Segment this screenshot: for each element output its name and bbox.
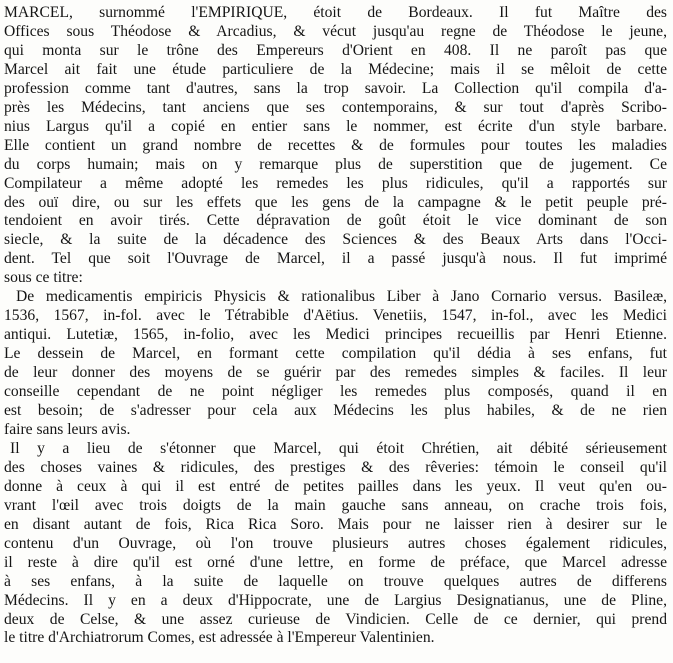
text-line: Le dessein de Marcel, en formant cette compilation qu'il dédia à ses enfans, fut <box>4 345 667 363</box>
text-line: sous ce titre: <box>4 269 83 287</box>
text-line: est besoin; de s'adresser pour cela aux Médecins les plus habiles, & de ne rien <box>4 402 667 420</box>
text-line: faire sans leurs avis. <box>4 420 131 438</box>
paragraph-editions <box>4 288 667 440</box>
text-line: Offices sous Théodose & Arcadius, & vécut jusqu'au regne de Théodose le jeune, <box>4 22 667 40</box>
text-line: près les Médecins, tant anciens que ses contemporains, & sur tout d'après Scribo- <box>4 98 667 116</box>
text-line: Elle contient un grand nombre de recettes & de formules pour toutes les maladies <box>4 136 667 154</box>
paragraph-superstition <box>4 440 667 648</box>
text-line: profession comme tant d'autres, sans la trop savoir. La Collection qu'il compila d'a- <box>4 79 667 97</box>
paragraph-intro <box>4 4 667 288</box>
text-line: Il y a lieu de s'étonner que Marcel, qui étoit Chrétien, ait débité sérieusement <box>10 439 667 457</box>
text-line: nius Largus qu'il a copié en entier sans le nommer, est écrite d'un style barbare. <box>4 117 667 135</box>
text-line: vrant l'œil avec trois doigts de la main gauche sans anneau, on crache trois fois, <box>4 496 667 514</box>
text-line: contenu d'un Ouvrage, où l'on trouve plusieurs autres choses également ridicules, <box>4 534 667 552</box>
text-line: conseille cependant de ne point négliger les remedes plus composés, quand il en <box>4 383 667 401</box>
text-line: 1536, 1567, in-fol. avec le Tétrabible d'Aëtius. Venetiis, 1547, in-fol., avec les Medici <box>4 307 667 325</box>
text-line: De medicamentis empiricis Physicis & rationalibus Liber à Jano Cornario versus. Basileæ, <box>16 288 667 306</box>
text-line: deux de Celse, & une assez curieuse de Vindicien. Celle de ce dernier, qui prend <box>4 610 667 628</box>
text-line: Médecins. Il y en a deux d'Hippocrate, une de Largius Designatianus, une de Pline, <box>4 591 667 609</box>
text-line: siecle, & la suite de la décadence des Sciences & des Beaux Arts dans l'Occi- <box>4 231 667 249</box>
text-line: des choses vaines & ridicules, des prestiges & des rêveries: témoin le conseil qu'il <box>4 458 667 476</box>
text-line: tendoient en avoir tirés. Cette dépravation de goût étoit le vice dominant de son <box>4 212 667 230</box>
text-line: à ses enfans, à la suite de laquelle on trouve quelques autres de differens <box>4 572 667 590</box>
text-line: en disant autant de fois, Rica Rica Soro. Mais pour ne laisser rien à desirer sur le <box>4 515 667 533</box>
text-line: Compilateur a même adopté les remedes les plus ridicules, qu'il a rapportés sur <box>4 174 667 192</box>
text-line: de leur donner des moyens de se guérir par des remedes simples & faciles. Il leur <box>4 364 667 382</box>
text-line: des ouï dire, ou sur les effets que les gens de la campagne & le petit peuple pré- <box>4 193 667 211</box>
text-line: il reste à dire qu'il est orné d'une lettre, en forme de préface, que Marcel adresse <box>4 553 667 571</box>
text-line: dent. Tel que soit l'Ouvrage de Marcel, il a passé jusqu'à nous. Il fut imprimé <box>4 250 667 268</box>
text-line: MARCEL, surnommé l'EMPIRIQUE, étoit de Bordeaux. Il fut Maître des <box>4 4 667 21</box>
text-line: Marcel ait fait une étude particuliere de la Médecine; mais il se mêloit de cette <box>4 60 667 78</box>
text-line: qui monta sur le trône des Empereurs d'Orient en 408. Il ne paroît pas que <box>4 41 667 59</box>
text-line: donne à ceux à qui il est entré de petites pailles dans les yeux. Il veut qu'en ou- <box>4 477 667 495</box>
text-line: le titre d'Archiatrorum Comes, est adressée à l'Empereur Valentinien. <box>4 629 435 647</box>
text-line: antiqui. Lutetiæ, 1565, in-folio, avec les Medici principes recueillis par Henri Etienne. <box>4 326 667 344</box>
text-line: du corps humain; mais on y remarque plus de superstition que de jugement. Ce <box>4 155 667 173</box>
